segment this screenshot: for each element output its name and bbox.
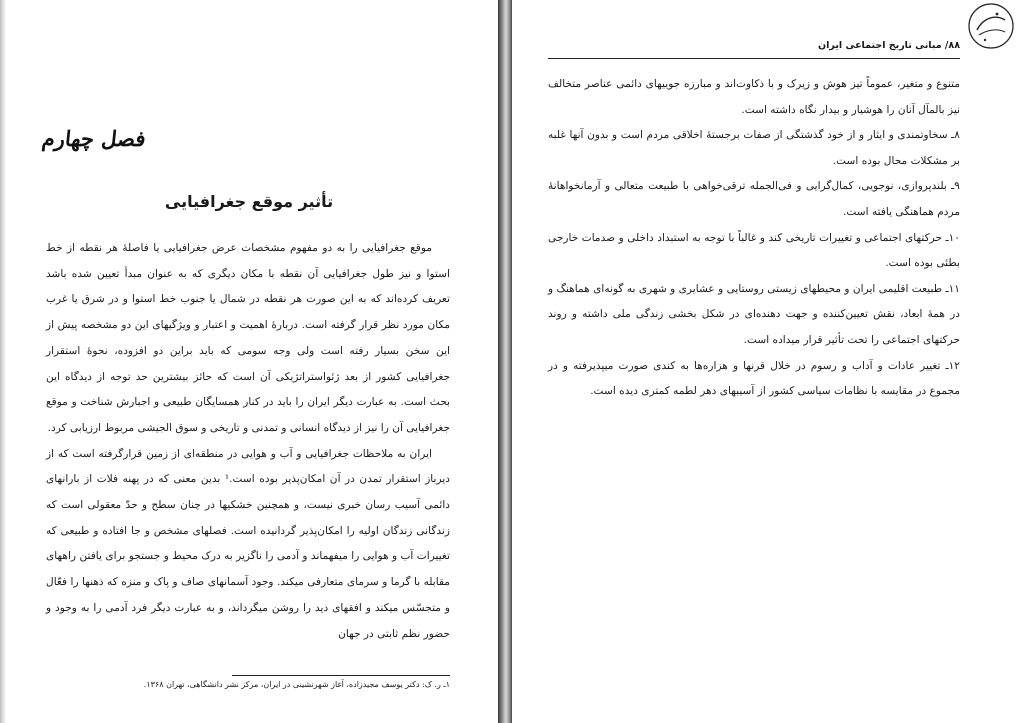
page-edge-shadow (0, 0, 6, 723)
right-body-text (548, 72, 960, 405)
left-body-text (46, 236, 450, 647)
chapter-mark: فصل چهارم (40, 126, 147, 151)
right-paragraph-2: ۸ـ سخاوتمندی و ایثار و از خود گذشتگی از صفات برجستهٔ اخلاقی مردم است و بدون آنها غلبه بر مشکلات محال بوده است. (548, 129, 960, 167)
right-paragraph-6: ۱۲ـ تغییر عادات و آداب و رسوم در خلال قرنها و هزاره‌ها به کندی صورت میپذیرفته و در مجموع در مقایسه با نظامات سیاسی کشور از آسیبهای دهر لطمه کمتری دیده است. (548, 359, 960, 398)
left-page (0, 0, 498, 723)
right-paragraph-4: ۱۰ـ حرکتهای اجتماعی و تغییرات تاریخی کند و غالباً با توجه به استبداد داخلی و صدمات خارجی بطئی بوده است. (548, 231, 960, 270)
footnote: ۱ـ ر. ک: دکتر یوسف مجیدزاده، آغاز شهرنشینی در ایران، مرکز نشر دانشگاهی، تهران ۱۳۶۸. (143, 680, 450, 689)
book-gutter (498, 0, 512, 723)
footnote-rule (232, 675, 450, 676)
right-paragraph-5: ۱۱ـ طبیعت اقلیمی ایران و محیطهای زیستی روستایی و عشایری و شهری به گونه‌ای هماهنگ و در همهٔ ابعاد، نقش تعیین‌کننده و جهت دهنده‌ای در شکل بخشی زندگی ملی داشته و روند حرکتهای اجتماعی را تحت تأثیر قرار میداده است. (548, 282, 960, 346)
chapter-title: تأثیر موقع جغرافیایی (164, 192, 334, 211)
left-paragraph-1: موقع جغرافیایی را به دو مفهوم مشخصات عرض جغرافیایی یا فاصلهٔ هر نقطه از خط استوا و نیز طول جغرافیایی آن نقطه با مکان دیگری که به عنوان مبدأ تعیین شده باشد تعریف کرده‌اند که به این صورت هر نقطه در شمال یا جنوب خط استوا و در شرق یا غرب مکان مورد نظر قرار گرفته است. دربارهٔ اهمیت و اعتبار و ویژگیهای این دو مشخصه پیش از این سخن بسیار رفته است ولی وجه سومی که باید براین دو افزوده، نحوهٔ استقرار جغرافیایی کشور از بعد ژئواستراتژیکی آن است که حائز بیشترین حد توجه از دیدگاه این بحث است. به عبارت دیگر ایران را باید در کنار همسایگان طبیعی و اجبارش شناخت و موقع جغرافیایی آن را نیز از دیدگاه انسانی و تمدنی و تاریخی و سوق الجیشی مربوط ارزیابی کرد. (46, 242, 450, 434)
watermark-logo (967, 2, 1015, 50)
left-paragraph-2: ایران به ملاحظات جغرافیایی و آب و هوایی در منطقه‌ای از زمین قرارگرفته است که از دیرباز استقرار تمدن در آن امکان‌پذیر بوده است.¹ بدین معنی که در پهنه فلات از بارانهای دائمی آسیب رسان خبری نیست، و همچنین خشکیها در چنان سطح و حدّ معقولی است که زندگانی زندگان اولیه را امکان‌پذیر گردانیده است. فصلهای مشخص و جا افتاده و طبیعی که تغییرات آب و هوایی را میفهماند و آدمی را ناگزیر به درک محیط و جستجو برای یافتن راههای مقابله با گرما و سرمای متعارفی میکند. وجود آسمانهای صاف و پاک و منزه که ذهنها را فعّال و متجسّس میکند و افقهای دید را روشن میگرداند، و به عبارت دیگر فرد آدمی را به وجود و حضور نظم ثابتی در جهان (46, 447, 450, 640)
right-paragraph-3: ۹ـ بلندپروازی، نوجویی، کمال‌گرایی و فی‌الجمله ترقی‌خواهی با طبیعت متعالی و آرمانخواهانهٔ مردم هماهنگی یافته است. (548, 180, 960, 218)
running-header: ۸۸/ مبانی تاریخ اجتماعی ایران (818, 40, 960, 51)
header-rule (548, 58, 960, 59)
right-paragraph-1: متنوع و متغیر، عموماً تیز هوش و زیرک و با ذکاوت‌اند و مبارزه جوییهای دائمی عناصر متخالف نیز بالمآل آنان را هوشیار و بیدار نگاه داشته است. (548, 78, 960, 116)
